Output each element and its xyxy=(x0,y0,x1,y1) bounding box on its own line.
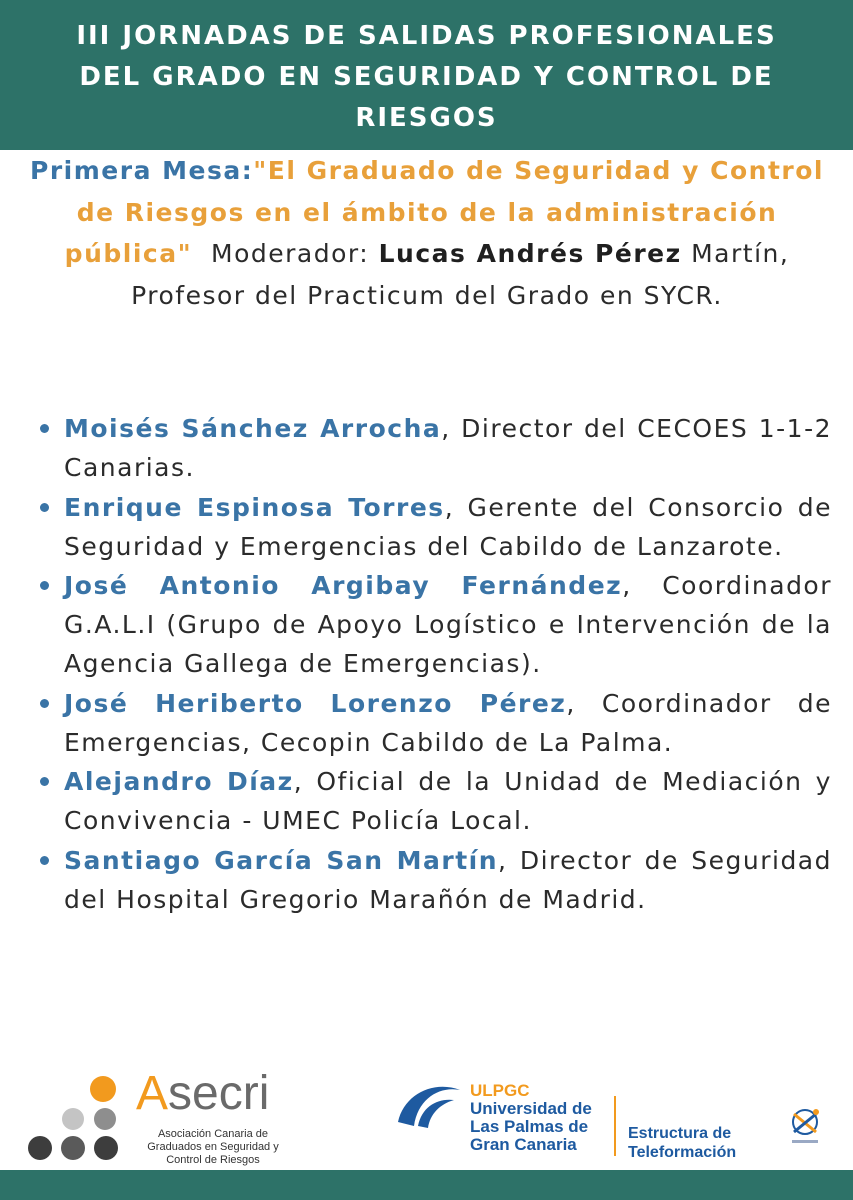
list-item xyxy=(40,566,832,683)
asecri-dots-icon xyxy=(28,1072,138,1170)
list-item xyxy=(40,762,832,840)
ulpgc-online-icon xyxy=(782,1104,828,1150)
bullet-icon xyxy=(40,581,49,590)
speaker-name: Enrique Espinosa Torres xyxy=(64,492,445,522)
speaker-name: José Antonio Argibay Fernández xyxy=(64,571,623,600)
list-item xyxy=(40,409,832,487)
moderator-name: Lucas Andrés Pérez xyxy=(378,239,682,268)
speaker-name: Alejandro Díaz xyxy=(64,767,294,796)
speaker-list xyxy=(40,409,832,919)
moderator-label: Moderador: xyxy=(211,239,370,268)
list-item xyxy=(40,488,832,566)
bullet-icon xyxy=(40,777,49,786)
list-item xyxy=(40,684,832,762)
page-title: III JORNADAS DE SALIDAS PROFESIONALES DEL GRADO EN SEGURIDAD Y CONTROL DE RIESGOS xyxy=(76,20,777,133)
speaker-name: Santiago García San Martín xyxy=(64,845,499,875)
panel-topic: "El Graduado de Seguridad y Control de Riesgos en el ámbito de la administración pública" xyxy=(64,156,824,268)
bullet-icon xyxy=(40,503,49,512)
asecri-wordmark: Asecri xyxy=(136,1067,270,1120)
asecri-logo xyxy=(28,1067,288,1170)
speaker-description: , Director de Seguridad del Hospital Gregorio Marañón de Madrid. xyxy=(64,845,832,914)
bullet-icon xyxy=(40,856,49,865)
moderator-description: Martín, Profesor del Practicum del Grado en SYCR. xyxy=(131,239,790,310)
logo-divider xyxy=(614,1096,616,1156)
header-banner xyxy=(0,0,853,150)
asecri-subtitle: Asociación Canaria de Graduados en Seguridad y Control de Riesgos xyxy=(147,1128,279,1166)
speaker-name: Moisés Sánchez Arrocha xyxy=(64,414,442,443)
speaker-description: , Gerente del Consorcio de Seguridad y Emergencias del Cabildo de Lanzarote. xyxy=(64,492,832,561)
ulpgc-wordmark: ULPGC Universidad de Las Palmas de Gran Canaria xyxy=(470,1081,592,1154)
panel-label: Primera Mesa: xyxy=(30,156,254,185)
speaker-description: , Coordinador de Emergencias, Cecopin Cabildo de La Palma. xyxy=(64,688,832,757)
list-item xyxy=(40,841,832,919)
speaker-name: José Heriberto Lorenzo Pérez xyxy=(64,688,567,718)
speaker-description: , Director del CECOES 1-1-2 Canarias. xyxy=(64,414,832,482)
speaker-description: , Oficial de la Unidad de Mediación y Convivencia - UMEC Policía Local. xyxy=(64,767,832,835)
footer-bar xyxy=(0,1170,853,1200)
ulpgc-wave-icon xyxy=(394,1076,464,1136)
bullet-icon xyxy=(40,424,49,433)
bullet-icon xyxy=(40,699,49,708)
intro-paragraph xyxy=(22,150,832,316)
footer xyxy=(0,1062,853,1200)
speaker-description: , Coordinador G.A.L.I (Grupo de Apoyo Logístico e Intervención de la Agencia Gallega de Emergencias). xyxy=(64,571,833,678)
teleformacion-label: Estructura de Teleformación xyxy=(628,1125,737,1161)
